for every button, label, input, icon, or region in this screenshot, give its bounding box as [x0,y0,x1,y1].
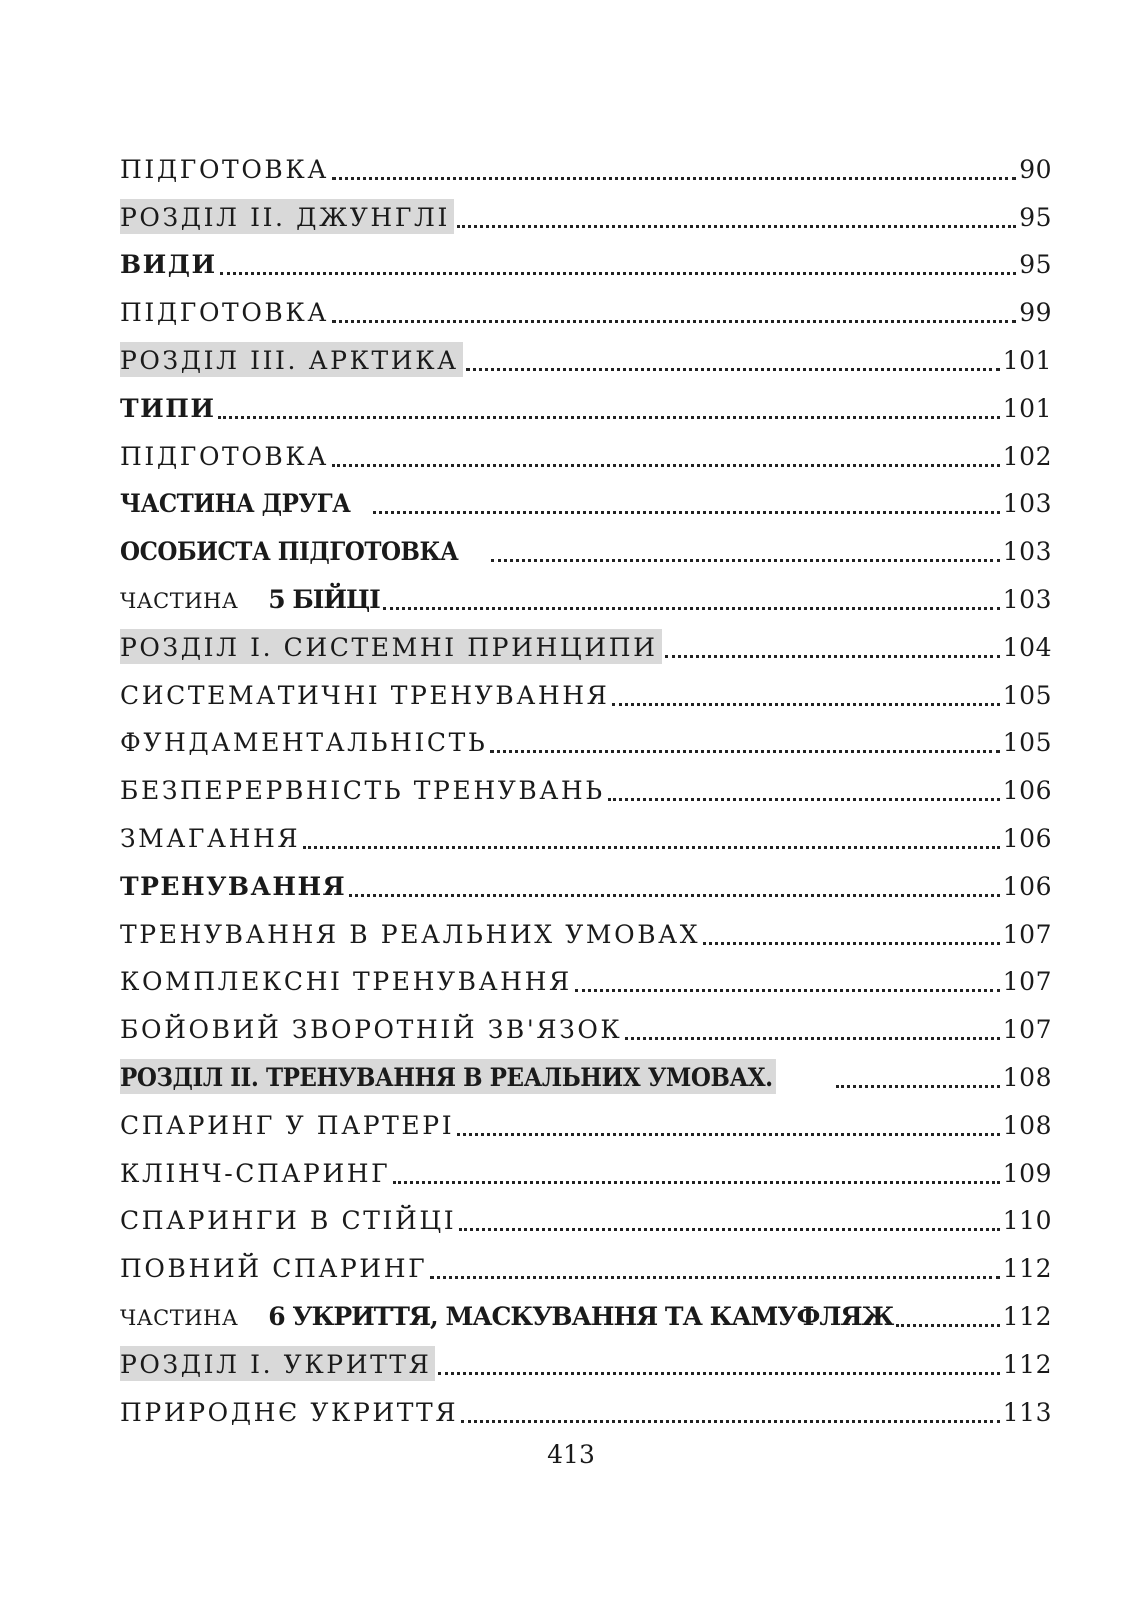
toc-entry [120,712,1052,760]
dot-leader [393,1181,999,1184]
toc-entry-page: 109 [1002,1158,1052,1188]
toc-entry [120,903,1052,951]
toc-entry-title: КЛІНЧ-СПАРИНГ [120,1158,391,1188]
toc-entry [120,807,1052,855]
toc-entry-page: 107 [1002,967,1052,997]
toc-entry [120,329,1052,377]
toc-entry-page: 112 [1002,1349,1052,1379]
toc-entry-title: ЗМАГАННЯ [120,823,301,853]
toc-entry-title: РОЗДІЛ ІІ. ДЖУНГЛІ [120,199,454,234]
toc-entry-page: 104 [1002,632,1052,662]
toc-entry-title: ТРЕНУВАННЯ В РЕАЛЬНИХ УМОВАХ [120,919,701,949]
toc-entry-page: 103 [1002,584,1052,614]
toc-entry-page: 95 [1019,202,1052,232]
toc-entry [120,1046,1052,1094]
toc-entry-page: 95 [1019,250,1052,280]
toc-entry-title: ОСОБИСТА ПІДГОТОВКА [120,537,459,567]
toc-entry-page: 108 [1002,1110,1052,1140]
toc-entry-page: 105 [1002,728,1052,758]
dot-leader [625,1037,999,1040]
toc-entry-title: СИСТЕМАТИЧНІ ТРЕНУВАННЯ [120,680,610,710]
toc-entry-title [120,581,380,616]
dot-leader [383,607,1000,610]
table-of-contents [120,138,1052,1429]
dot-leader [896,1324,999,1327]
toc-entry [120,377,1052,425]
dot-leader [218,416,999,419]
toc-entry [120,138,1052,186]
toc-entry-page: 112 [1002,1301,1052,1331]
dot-leader [373,511,999,514]
toc-entry-page: 99 [1019,298,1052,328]
toc-entry-page: 102 [1002,441,1052,471]
toc-entry [120,425,1052,473]
dot-leader [332,177,1016,180]
dot-leader [457,1133,1000,1136]
toc-entry-title: ПІДГОТОВКА [120,154,329,184]
toc-entry-title: ФУНДАМЕНТАЛЬНІСТЬ [120,728,488,758]
part-title: 6 УКРИТТЯ, МАСКУВАННЯ ТА КАМУФЛЯЖ [268,1301,894,1331]
toc-entry-page: 101 [1002,345,1052,375]
toc-entry [120,1237,1052,1285]
toc-entry [120,1190,1052,1238]
toc-entry-page: 105 [1002,680,1052,710]
dot-leader [608,798,1000,801]
dot-leader [438,1372,999,1375]
toc-entry [120,998,1052,1046]
toc-entry-page: 108 [1002,1062,1052,1092]
toc-entry [120,473,1052,521]
toc-entry [120,1285,1052,1333]
toc-entry [120,1333,1052,1381]
toc-entry-page: 110 [1002,1206,1052,1236]
dot-leader [349,894,1000,897]
dot-leader [575,989,1000,992]
toc-entry-title: ПРИРОДНЄ УКРИТТЯ [120,1397,459,1427]
toc-entry-title: ПІДГОТОВКА [120,441,329,471]
toc-entry [120,1142,1052,1190]
toc-entry-title: ПІДГОТОВКА [120,298,329,328]
toc-entry-title: БОЙОВИЙ ЗВОРОТНІЙ ЗВ'ЯЗОК [120,1015,623,1045]
dot-leader [461,1420,1000,1423]
toc-entry-title: КОМПЛЕКСНІ ТРЕНУВАННЯ [120,967,572,997]
toc-entry [120,186,1052,234]
dot-leader [459,1228,1000,1231]
page-number: 413 [547,1440,595,1469]
dot-leader [457,225,1016,228]
toc-entry-title: ТРЕНУВАННЯ [120,871,347,901]
toc-entry-page: 106 [1002,871,1052,901]
toc-entry [120,664,1052,712]
part-word: ЧАСТИНА [120,1305,239,1330]
toc-entry-title: СПАРИНГИ В СТІЙЦІ [120,1206,457,1236]
dot-leader [220,272,1017,275]
toc-entry-title: БЕЗПЕРЕРВНІСТЬ ТРЕНУВАНЬ [120,776,605,806]
toc-entry-title: РОЗДІЛ ІІ. ТРЕНУВАННЯ В РЕАЛЬНИХ УМОВАХ. [120,1059,776,1094]
toc-entry [120,520,1052,568]
toc-entry [120,568,1052,616]
part-title: 5 БІЙЦІ [268,584,380,614]
toc-entry-title: ЧАСТИНА ДРУГА [120,489,351,519]
toc-entry-page: 107 [1002,1015,1052,1045]
toc-entry [120,616,1052,664]
dot-leader [703,942,1000,945]
toc-entry-page: 101 [1002,393,1052,423]
dot-leader [332,320,1016,323]
toc-entry-title: РОЗДІЛ ІІІ. АРКТИКА [120,342,463,377]
part-word: ЧАСТИНА [120,588,239,613]
toc-entry [120,234,1052,282]
toc-entry [120,951,1052,999]
dot-leader [466,368,1000,371]
toc-entry [120,1381,1052,1429]
toc-entry-page: 103 [1002,537,1052,567]
dot-leader [612,703,999,706]
dot-leader [303,846,1000,849]
toc-entry-page: 106 [1002,776,1052,806]
dot-leader [332,464,1000,467]
toc-entry-page: 90 [1019,154,1052,184]
dot-leader [490,750,999,753]
toc-entry [120,759,1052,807]
toc-entry [120,1094,1052,1142]
toc-entry-title: РОЗДІЛ І. УКРИТТЯ [120,1346,435,1381]
toc-entry-page: 113 [1002,1397,1052,1427]
toc-entry-title: ВИДИ [120,250,217,280]
toc-entry-page: 103 [1002,489,1052,519]
toc-entry-title: РОЗДІЛ І. СИСТЕМНІ ПРИНЦИПИ [120,629,662,664]
toc-entry-title: ПОВНИЙ СПАРИНГ [120,1254,428,1284]
toc-entry-title [120,1298,893,1333]
dot-leader [430,1276,1000,1279]
toc-entry-page: 112 [1002,1254,1052,1284]
toc-entry-title: СПАРИНГ У ПАРТЕРІ [120,1110,455,1140]
dot-leader [665,655,1000,658]
toc-entry [120,281,1052,329]
toc-entry [120,855,1052,903]
toc-entry-page: 106 [1002,823,1052,853]
toc-entry-page: 107 [1002,919,1052,949]
dot-leader [836,1085,999,1088]
toc-entry-title: ТИПИ [120,393,216,423]
dot-leader [491,559,1000,562]
